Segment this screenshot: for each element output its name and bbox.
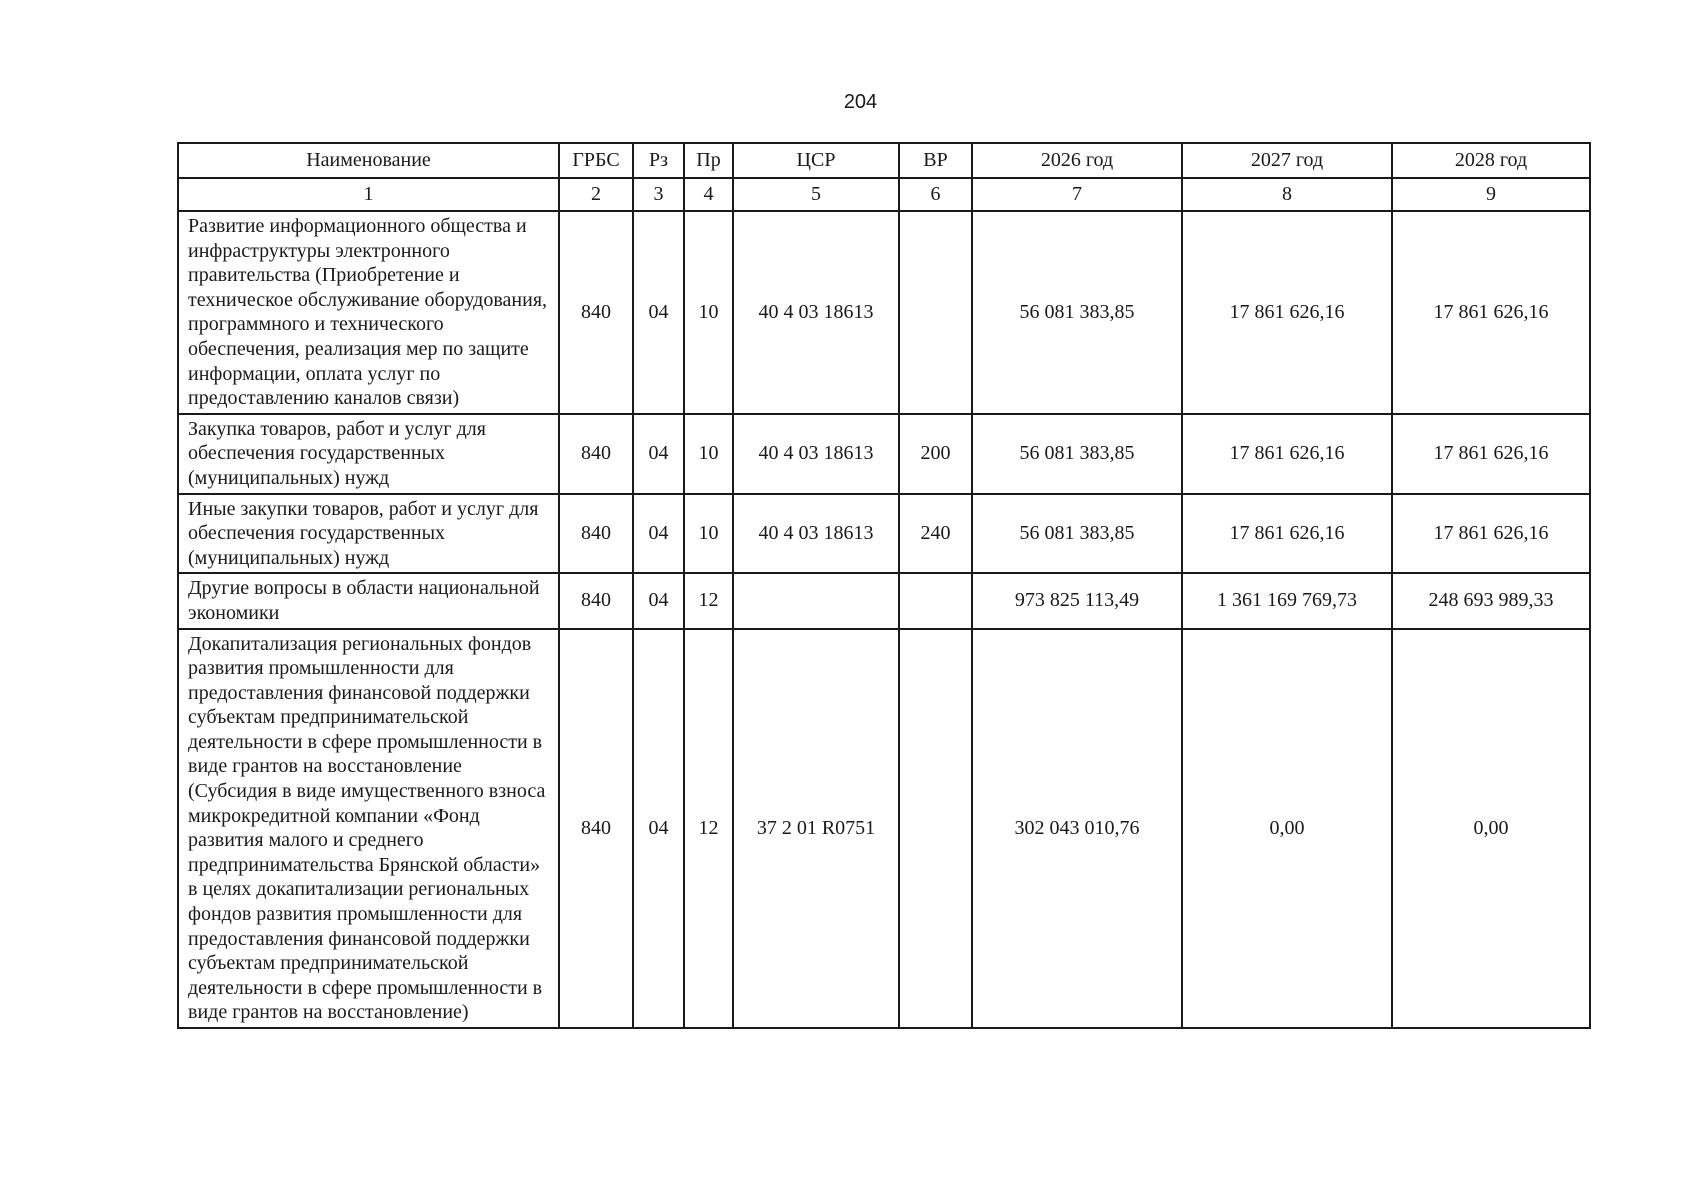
row-grbs: 840	[559, 494, 633, 574]
row-2027: 17 861 626,16	[1182, 494, 1392, 574]
row-vr: 200	[899, 414, 972, 494]
column-number: 8	[1182, 178, 1392, 211]
row-csr: 40 4 03 18613	[733, 414, 899, 494]
row-csr	[733, 573, 899, 628]
row-2027: 17 861 626,16	[1182, 211, 1392, 414]
header-pr: Пр	[684, 143, 733, 178]
row-pr: 12	[684, 573, 733, 628]
column-number: 9	[1392, 178, 1590, 211]
table-row	[178, 494, 1590, 574]
table-row	[178, 629, 1590, 1029]
column-number: 5	[733, 178, 899, 211]
column-number: 2	[559, 178, 633, 211]
row-grbs: 840	[559, 629, 633, 1029]
row-rz: 04	[633, 494, 684, 574]
row-2026: 56 081 383,85	[972, 414, 1182, 494]
row-2027: 1 361 169 769,73	[1182, 573, 1392, 628]
row-vr	[899, 573, 972, 628]
row-2027: 17 861 626,16	[1182, 414, 1392, 494]
row-vr: 240	[899, 494, 972, 574]
row-vr	[899, 629, 972, 1029]
row-2028: 248 693 989,33	[1392, 573, 1590, 628]
row-2026: 56 081 383,85	[972, 494, 1182, 574]
row-name: Развитие информационного общества и инфраструктуры электронного правительства (Приобретение и техническое обслуживание оборудования, программного и технического обеспечения, реализация мер по защите информации, оплата услуг по предоставлению каналов связи)	[178, 211, 559, 414]
row-2028: 0,00	[1392, 629, 1590, 1029]
page-number: 204	[843, 91, 878, 113]
header-rz: Рз	[633, 143, 684, 178]
header-vr: ВР	[899, 143, 972, 178]
row-2028: 17 861 626,16	[1392, 211, 1590, 414]
table-row	[178, 573, 1590, 628]
row-vr	[899, 211, 972, 414]
column-number: 4	[684, 178, 733, 211]
row-pr: 12	[684, 629, 733, 1029]
row-2026: 302 043 010,76	[972, 629, 1182, 1029]
column-number: 1	[178, 178, 559, 211]
row-csr: 40 4 03 18613	[733, 211, 899, 414]
row-pr: 10	[684, 414, 733, 494]
row-name: Закупка товаров, работ и услуг для обеспечения государственных (муниципальных) нужд	[178, 414, 559, 494]
row-csr: 40 4 03 18613	[733, 494, 899, 574]
header-2027: 2027 год	[1182, 143, 1392, 178]
row-2027: 0,00	[1182, 629, 1392, 1029]
row-grbs: 840	[559, 573, 633, 628]
row-grbs: 840	[559, 211, 633, 414]
row-rz: 04	[633, 414, 684, 494]
row-pr: 10	[684, 494, 733, 574]
header-name: Наименование	[178, 143, 559, 178]
table-row	[178, 414, 1590, 494]
column-number-row	[178, 178, 1590, 211]
row-2028: 17 861 626,16	[1392, 414, 1590, 494]
row-csr: 37 2 01 R0751	[733, 629, 899, 1029]
column-number: 6	[899, 178, 972, 211]
row-name: Иные закупки товаров, работ и услуг для обеспечения государственных (муниципальных) нужд	[178, 494, 559, 574]
header-grbs: ГРБС	[559, 143, 633, 178]
row-grbs: 840	[559, 414, 633, 494]
header-csr: ЦСР	[733, 143, 899, 178]
column-number: 7	[972, 178, 1182, 211]
row-2026: 973 825 113,49	[972, 573, 1182, 628]
row-2028: 17 861 626,16	[1392, 494, 1590, 574]
row-rz: 04	[633, 211, 684, 414]
row-name: Докапитализация региональных фондов развития промышленности для предоставления финансовой поддержки субъектам предпринимательской деятельности в сфере промышленности в виде грантов на восстановление (Субсидия в виде имущественного взноса микрокредитной компании «Фонд развития малого и среднего предпринимательства Брянской области» в целях докапитализации региональных фондов развития промышленности для предоставления финансовой поддержки субъектам предпринимательской деятельности в сфере промышленности в виде грантов на восстановление)	[178, 629, 559, 1029]
budget-table	[177, 142, 1591, 1029]
column-number: 3	[633, 178, 684, 211]
header-2028: 2028 год	[1392, 143, 1590, 178]
row-rz: 04	[633, 629, 684, 1029]
row-2026: 56 081 383,85	[972, 211, 1182, 414]
row-rz: 04	[633, 573, 684, 628]
row-name: Другие вопросы в области национальной экономики	[178, 573, 559, 628]
header-row	[178, 143, 1590, 178]
table-row	[178, 211, 1590, 414]
header-2026: 2026 год	[972, 143, 1182, 178]
row-pr: 10	[684, 211, 733, 414]
